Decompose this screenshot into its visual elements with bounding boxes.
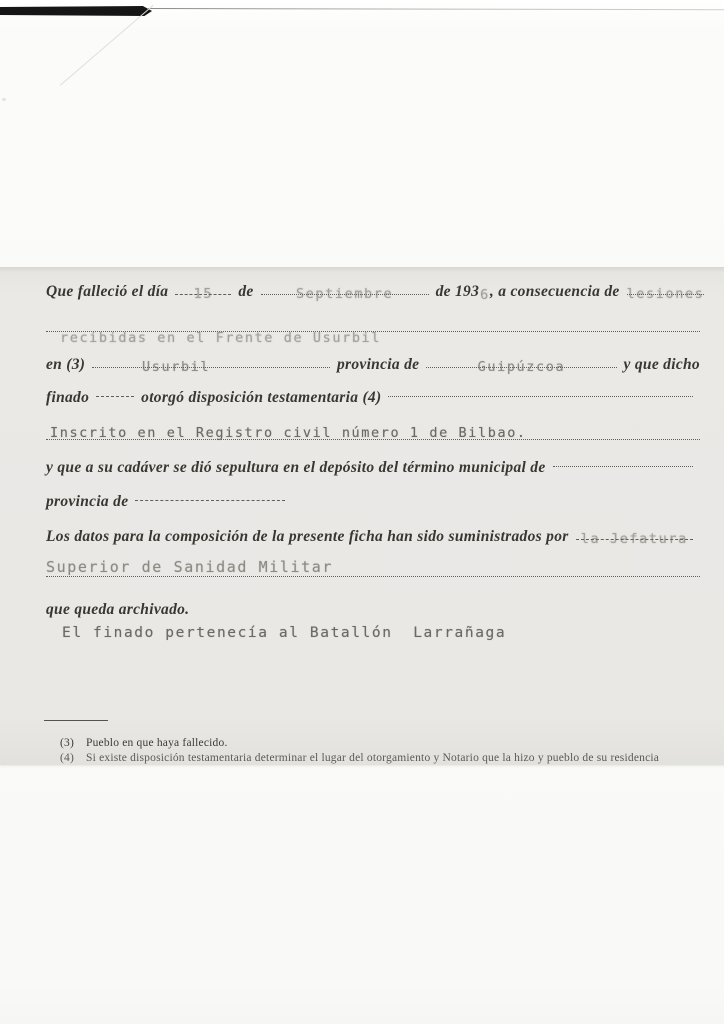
form-line-place xyxy=(46,356,700,373)
typed-registry-value: Inscrito en el Registro civil número 1 de Bilbao. xyxy=(50,425,527,441)
footnote-text: Si existe disposición testamentaria determinar el lugar del otorgamiento y Notario que la hizo y pueblo de su residencia xyxy=(86,752,660,764)
footnote-number: (4) xyxy=(60,752,75,764)
typed-battalion-value: El finado pertenecía al Batallón Larrañaga xyxy=(62,625,507,641)
typed-month-value: Septiembre xyxy=(295,286,394,302)
printed-label: finado xyxy=(46,389,90,406)
printed-label: en (3) xyxy=(46,356,86,373)
field-supplier xyxy=(576,530,693,545)
form-line-death-date xyxy=(46,283,705,303)
footnote-separator-rule xyxy=(44,720,108,721)
printed-label: provincia de xyxy=(46,493,129,510)
typed-cause-value: lesiones xyxy=(626,286,705,302)
printed-label: otorgó disposición testamentaria (4) xyxy=(141,389,382,406)
printed-label: provincia de xyxy=(336,356,420,373)
scan-artifact-scratch xyxy=(60,5,154,86)
typed-supplier-continuation: Superior de Sanidad Militar xyxy=(46,558,334,576)
scan-artifact-black-bar xyxy=(0,6,152,16)
printed-label: que queda archivado. xyxy=(46,601,190,618)
typed-year-digit: 6 xyxy=(480,287,490,303)
form-line-burial-province xyxy=(46,493,700,510)
scan-artifact-speck xyxy=(2,98,6,101)
form-line-burial xyxy=(46,459,700,476)
dotted-rule xyxy=(46,576,700,577)
printed-label: Que falleció el día xyxy=(46,283,169,300)
printed-label: de 193 xyxy=(435,283,480,300)
field-day xyxy=(175,285,231,300)
form-line-cause-continuation xyxy=(46,327,700,345)
printed-label: y que dicho xyxy=(623,356,700,373)
typed-town-value: Usurbil xyxy=(142,359,211,375)
footnote-3 xyxy=(60,737,704,749)
field-town xyxy=(92,358,330,373)
field-cause xyxy=(627,285,705,300)
footnote-number: (3) xyxy=(60,737,75,749)
printed-label: Los datos para la composición de la presente ficha han sido suministrados por xyxy=(46,528,569,545)
form-card xyxy=(0,267,724,765)
footnote-4 xyxy=(60,752,704,764)
typed-cause-continuation: recibidas en el Frente de Usurbil xyxy=(60,330,382,346)
field-month xyxy=(261,285,429,300)
printed-label: y que a su cadáver se dió sepultura en el depósito del término municipal de xyxy=(46,459,546,476)
form-line-supplier-continuation xyxy=(46,558,700,578)
form-line-archived xyxy=(46,601,700,618)
printed-label: , a consecuencia de xyxy=(489,283,620,300)
footnote-text: Pueblo en que haya fallecido. xyxy=(86,737,228,749)
scan-artifact-top-edge-line xyxy=(148,8,724,10)
typed-day-value: 15 xyxy=(193,286,214,302)
form-line-testament xyxy=(46,389,700,406)
typed-supplier-value: la Jefatura xyxy=(580,531,688,547)
form-line-battalion xyxy=(46,625,700,641)
form-line-data-source xyxy=(46,528,700,545)
form-line-registry xyxy=(46,425,700,443)
field-province xyxy=(426,358,616,373)
typed-province-value: Guipúzcoa xyxy=(477,359,566,375)
printed-label: de xyxy=(238,283,254,300)
